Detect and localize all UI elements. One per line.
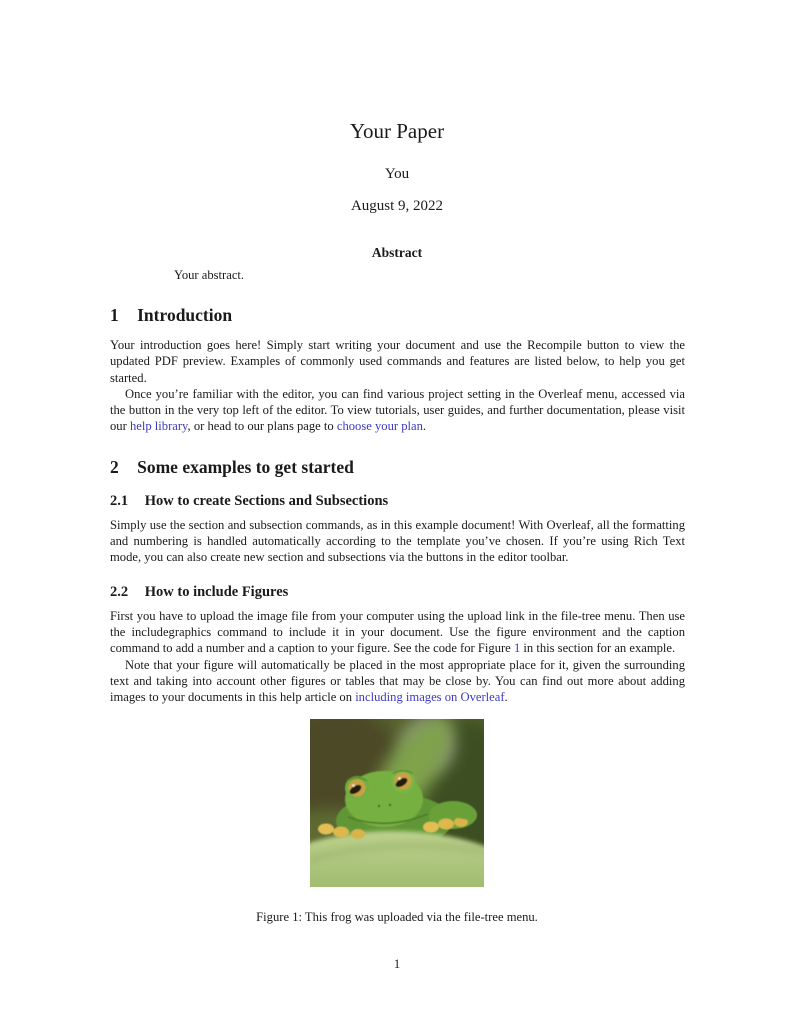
section-2-title: Some examples to get started bbox=[137, 456, 354, 477]
section-1-heading bbox=[110, 305, 685, 326]
figure-1 bbox=[0, 719, 794, 892]
subsection-2-2-heading bbox=[110, 583, 685, 601]
subsection-2-2-number: 2.2 bbox=[110, 583, 129, 600]
subsection-2-1-heading bbox=[110, 492, 685, 510]
paper-title: Your Paper bbox=[349, 119, 445, 143]
section-1-number: 1 bbox=[110, 305, 119, 325]
section-2-number: 2 bbox=[110, 456, 119, 477]
figure-1-caption: Figure 1: This frog was uploaded via the file-tree menu. bbox=[256, 910, 538, 925]
choose-your-plan-link[interactable]: choose your plan bbox=[336, 419, 423, 434]
figures-p1-text-2: in this section for an example. bbox=[520, 641, 676, 656]
frog-photo bbox=[310, 719, 484, 887]
section-2-heading bbox=[110, 457, 685, 478]
subsection-2-2-title: How to include Figures bbox=[144, 583, 289, 600]
abstract-text: Your abstract. bbox=[174, 268, 245, 282]
figures-paragraph-1 bbox=[110, 608, 685, 657]
including-images-link[interactable]: including images on Overleaf bbox=[355, 690, 505, 705]
figures-p2-text-1: Note that your figure will automatically be placed in the most appropriate place for it, given the surrounding text and taking into account other figures or tables that may be close by. You can find out more about adding images to your documents in this help article on bbox=[110, 657, 685, 705]
subsection-2-1-title: How to create Sections and Subsections bbox=[144, 492, 389, 509]
figure-1-reference-link[interactable]: 1 bbox=[513, 641, 521, 656]
figures-paragraph-2 bbox=[110, 657, 685, 706]
page-number: 1 bbox=[393, 957, 401, 972]
intro-paragraph-1: Your introduction goes here! Simply start writing your document and use the Recompile button to view the updated PDF preview. Examples of commonly used commands and features are listed below, to help you get started. bbox=[110, 338, 685, 385]
subsection-2-1-paragraph: Simply use the section and subsection commands, as in this example document! With Overleaf, all the formatting and numbering is handled automatically according to the template you’ve chosen. If you’re using Rich Text mode, you can also create new section and subsections via the buttons in the editor toolbar. bbox=[110, 517, 685, 565]
figures-p2-text-2: . bbox=[504, 690, 508, 705]
section-1-title: Introduction bbox=[137, 305, 233, 325]
subsection-2-1-number: 2.1 bbox=[110, 492, 129, 509]
intro-p2-text-3: . bbox=[422, 419, 427, 434]
paper-date: August 9, 2022 bbox=[350, 198, 444, 214]
intro-paragraph-2 bbox=[110, 386, 685, 435]
intro-p2-text-2: , or head to our plans page to bbox=[187, 419, 337, 434]
paper-author: You bbox=[384, 166, 410, 182]
figures-p1-text-1: First you have to upload the image file from your computer using the upload link in the file-tree menu. Then use the includegraphics command to include it in your document. Use the figure environment and the caption command to add a number and a caption to your figure. See the code for Figure bbox=[110, 608, 685, 656]
help-library-link[interactable]: help library bbox=[129, 419, 188, 434]
abstract-heading: Abstract bbox=[371, 245, 423, 260]
intro-p2-text-1: Once you’re familiar with the editor, you can find various project setting in the Overleaf menu, accessed via the button in the very top left of the editor. To view tutorials, user guides, and further documentation, please visit our bbox=[110, 386, 685, 434]
